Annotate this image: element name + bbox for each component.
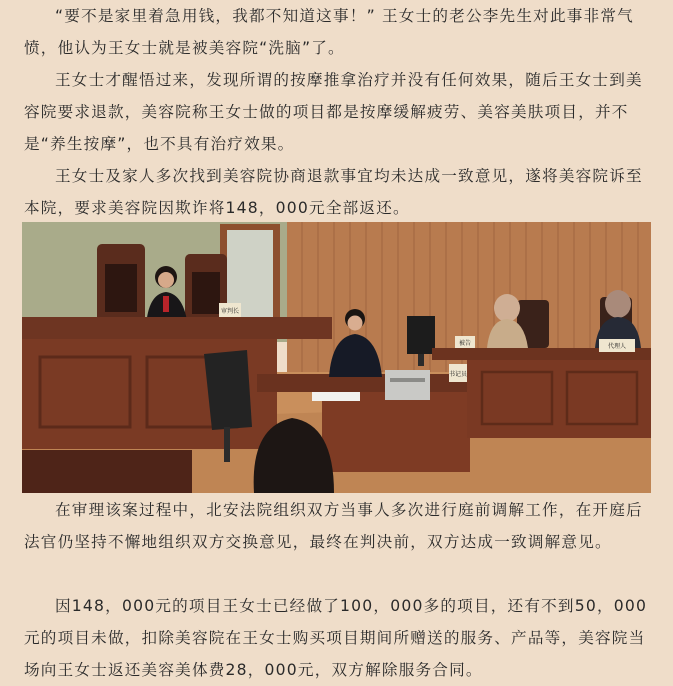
clerk-chair [204, 350, 252, 430]
paragraph-3 [24, 160, 650, 224]
paragraph-text: 王女士才醒悟过来，发现所谓的按摩推拿治疗并没有任何效果，随后王女士到美容院要求退款，美容院称王女士做的项目都是按摩缓解疲劳、美容美肤项目，并不是“养生按摩”，也不具有治疗效果。 [24, 71, 643, 153]
paragraph-text: 王女士及家人多次找到美容院协商退款事宜均未达成一致意见，遂将美容院诉至本院，要求美容院因欺诈将148，000元全部返还。 [24, 167, 643, 217]
clerk-placard-text: 书记员 [448, 371, 468, 378]
paragraph-text: 在审理该案过程中，北安法院组织双方当事人多次进行庭前调解工作，在开庭后法官仍坚持不懈地组织双方交换意见，最终在判决前，双方达成一致调解意见。 [24, 501, 643, 551]
monitor [407, 316, 435, 354]
printer [385, 370, 430, 400]
paragraph-2 [24, 64, 650, 160]
defendant-placard-text: 被告 [458, 340, 472, 347]
paragraph-text: “要不是家里着急用钱，我都不知道这事！” 王女士的老公李先生对此事非常气愤，他认为王女士就是被美容院“洗脑”了。 [24, 7, 634, 57]
agent-placard-text: 代理人 [607, 343, 627, 350]
courtroom-photo [22, 222, 651, 493]
clerk-desk [322, 392, 470, 472]
foreground-desk [22, 450, 192, 493]
judge-bench [22, 317, 332, 339]
paragraph-1 [24, 0, 650, 64]
judge-placard-text: 审判长 [220, 308, 240, 315]
paragraph-5 [24, 590, 650, 686]
paragraph-text: 因148，000元的项目王女士已经做了100，000多的项目，还有不到50，000元的项目未做，扣除美容院在王女士购买项目期间所赠送的服务、产品等，美容院当场向王女士返还美容美体费28，000元，双方解除服务合同。 [24, 597, 648, 679]
paragraph-4 [24, 494, 650, 558]
